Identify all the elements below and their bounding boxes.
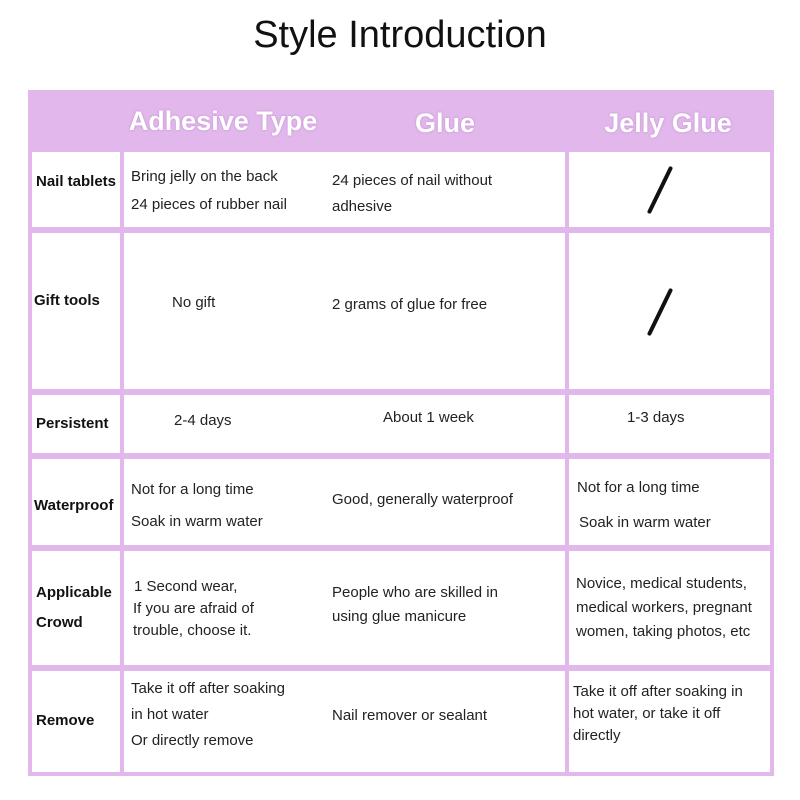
cell-glue-persistent [325,395,565,453]
cell-text: People who are skilled in [332,584,498,601]
cell-text: Or directly remove [131,732,254,749]
cell-jelly-applicable-crowd [569,551,770,665]
cell-text: 2 grams of glue for free [332,296,488,313]
row-label-gift-tools: Gift tools [34,292,100,309]
cell-text: Nail remover or sealant [332,707,488,724]
row-label-cell [32,459,120,545]
cell-adhesive-nail-tablets [124,152,325,227]
row-label-persistent: Persistent [36,415,109,432]
cell-adhesive-remove [124,671,325,772]
cell-adhesive-applicable-crowd [124,551,325,665]
cell-glue-applicable-crowd [325,551,565,665]
cell-jelly-persistent [569,395,770,453]
cell-jelly-nail-tablets [569,152,770,227]
cell-text: directly [573,727,621,744]
row-label-cell [32,152,120,227]
cell-text: Soak in warm water [579,514,711,531]
cell-text: No gift [172,294,216,311]
comparison-table [28,90,774,776]
cell-text: 24 pieces of rubber nail [131,196,287,213]
row-label-cell [32,395,120,453]
not-applicable-slash [647,166,673,214]
cell-text: Soak in warm water [131,513,263,530]
cell-text: hot water, or take it off [573,705,721,722]
column-header-glue: Glue [414,108,475,138]
page-title: Style Introduction [253,14,547,56]
cell-text: Take it off after soaking [131,680,285,697]
cell-adhesive-waterproof [124,459,325,545]
cell-text: adhesive [332,198,393,215]
cell-text: women, taking photos, etc [576,623,751,640]
cell-text: If you are afraid of [133,600,254,617]
cell-text: 1 Second wear, [134,578,238,595]
cell-glue-gift-tools [325,233,565,389]
cell-text: Take it off after soaking in [573,683,743,700]
row-label-crowd: Crowd [36,614,83,631]
cell-text: in hot water [131,706,209,723]
cell-text: 1-3 days [627,409,685,426]
cell-jelly-waterproof [569,459,770,545]
row-label-cell [32,551,120,665]
cell-text: Not for a long time [577,479,700,496]
cell-glue-remove [325,671,565,772]
cell-text: 24 pieces of nail without [332,172,493,189]
cell-adhesive-gift-tools [124,233,325,389]
cell-text: medical workers, pregnant [576,599,752,616]
row-label-cell [32,233,120,389]
cell-adhesive-persistent [124,395,325,453]
row-label-remove: Remove [36,712,95,729]
cell-glue-nail-tablets [325,152,565,227]
column-header-jelly-glue: Jelly Glue [604,108,732,138]
column-header-adhesive-type: Adhesive Type [128,106,318,136]
cell-text: Good, generally waterproof [332,491,513,508]
row-label-cell [32,671,120,772]
cell-text: Bring jelly on the back [131,168,278,185]
cell-text: trouble, choose it. [133,622,252,639]
cell-text: 2-4 days [174,412,232,429]
cell-text: using glue manicure [332,608,467,625]
row-label-nail-tablets: Nail tablets [36,173,117,190]
not-applicable-slash [647,288,673,336]
row-label-waterproof: Waterproof [34,497,114,514]
cell-jelly-gift-tools [569,233,770,389]
cell-jelly-remove [569,671,770,772]
cell-text: Not for a long time [131,481,254,498]
cell-glue-waterproof [325,459,565,545]
cell-text: About 1 week [383,409,474,426]
row-label-applicable: Applicable [36,584,112,601]
cell-text: Novice, medical students, [576,575,747,592]
